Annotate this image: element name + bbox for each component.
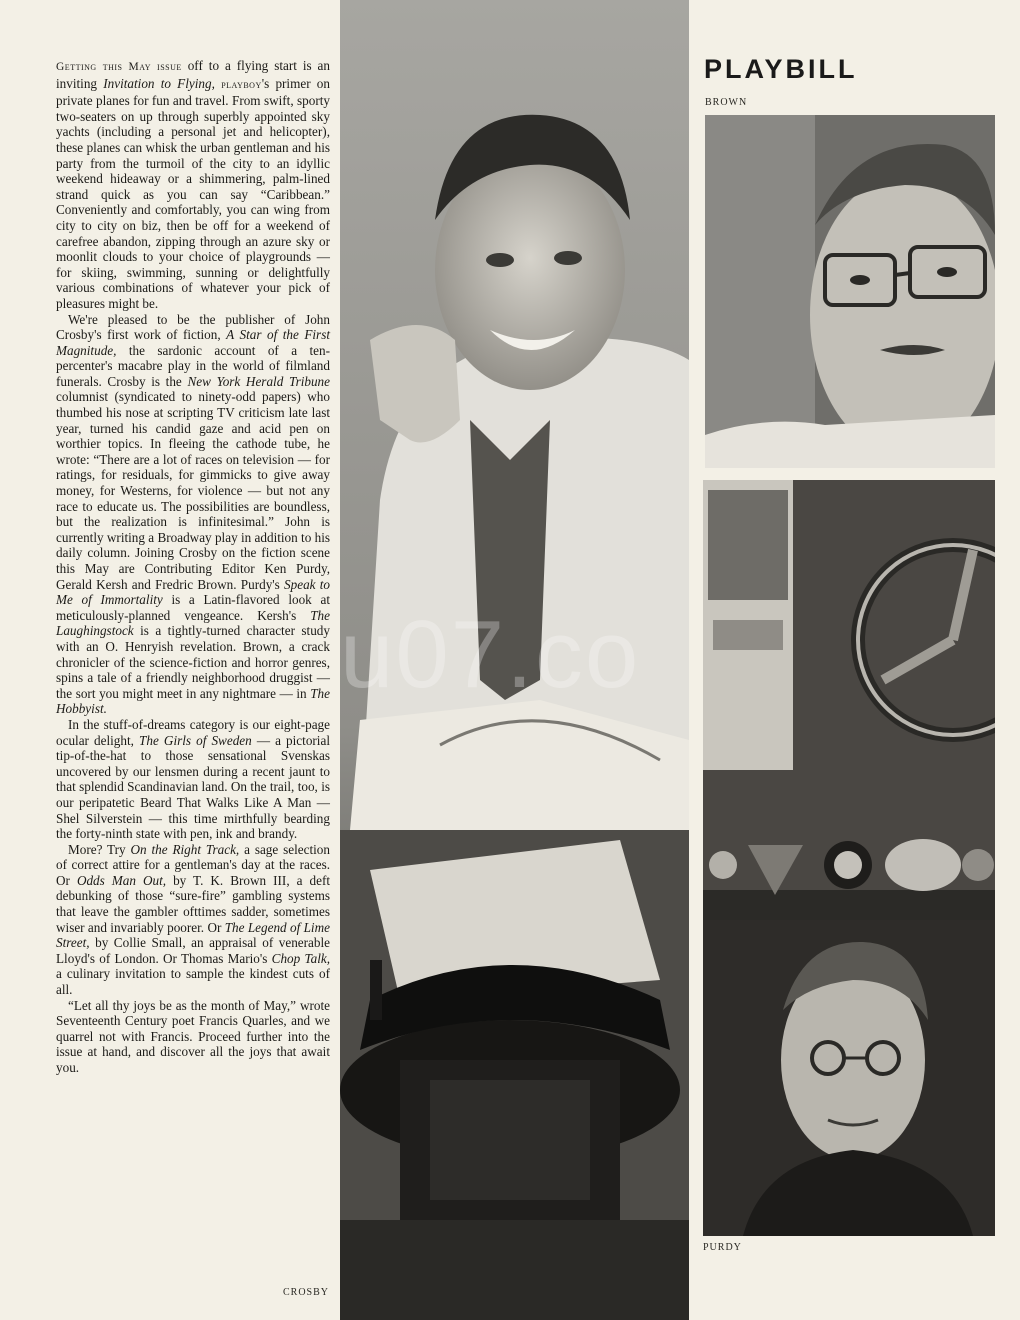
lead-in: Getting this May issue xyxy=(56,61,182,73)
article-text xyxy=(56,58,330,1076)
feature-title: The Legend of Lime Street, xyxy=(56,919,330,951)
paragraph-1 xyxy=(56,58,330,312)
text-run: We're pleased to be the publisher of John Crosby's first work of fiction, xyxy=(56,311,330,343)
text-run: More? Try xyxy=(68,841,131,857)
text-run: 's primer on private planes for fun and travel. From swift, sporty two-seaters on up through superbly appointed sky yachts (including a personal jet and helicopter), these planes can whisk the urban gentleman and his party from the turmoil of the city to an idyllic weekend hideaway or a shimmering, palm-lined strand quick as you can say “Caribbean.” Conveniently and comfortably, you can wing from city to city on biz, then be off for a weekend of carefree abandon, zipping through an azure sky or moonlit clouds to your choice of playgrounds — for skiing, swimming, sunning or delightfully various combinations of whatever your pick of pleasures might be. xyxy=(56,75,330,311)
text-run: the sardonic account of a ten-percenter's macabre play in the world of filmland funerals. Crosby is the xyxy=(56,342,330,389)
photo-purdy xyxy=(703,480,995,1236)
feature-title: Chop Talk, xyxy=(271,950,331,966)
text-run: “Let all thy joys be as the month of May,” wrote Seventeenth Century poet Francis Quarles, and we quarrel not with Francis. Proceed further into the issue at hand, and discover all the joys that await you. xyxy=(56,997,330,1075)
paragraph-4 xyxy=(56,842,330,998)
story-title: The Laughingstock xyxy=(56,607,330,639)
feature-title: Odds Man Out, xyxy=(76,872,167,888)
text-run: is a tightly-turned character study with an O. Henryish revelation. Brown, a crack chronicler of the science-fiction and horror genres, spins a tale of a friendly neighborhood druggist — the sort you might meet in any nightmare — in xyxy=(56,623,330,701)
photo-caption-brown: BROWN xyxy=(705,97,748,108)
photo-brown xyxy=(705,115,995,468)
text-run: — a pictorial tip-of-the-hat to those sensational Svenskas uncovered by our lensmen during a recent jaunt to that splendid Scandinavian land. On the trail, too, is our peripatetic Beard That Walks Like A Man — Shel Silverstein — this time mirthfully bearding the forty-ninth state with pen, ink and brandy. xyxy=(56,732,330,842)
text-run: columnist (syndicated to ninety-odd papers) who thumbed his nose at scripting TV criticism late last year, turned his candid gaze and acid pen on worthier topics. In fleeing the cathode tube, he wrote: “There are a lot of races on television — for ratings, for residuals, for gimmicks to give away money, for Westerns, for violence — but not any race to educate us. The possibilities are boundless, but the realization is infinitesimal.” John is currently writing a Broadway play in addition to his daily column. Joining Crosby on the fiction scene this May are Contributing Editor Ken Purdy, Gerald Kersh and Fredric Brown. Purdy's xyxy=(56,389,330,592)
paragraph-3 xyxy=(56,717,330,842)
text-run: In the stuff-of-dreams category is our eight-page ocular delight, xyxy=(56,716,330,748)
photo-caption-crosby: CROSBY xyxy=(283,1287,330,1298)
text-run: off to a flying start is an inviting xyxy=(56,58,331,91)
text-run: a sage selection of correct attire for a gentleman's day at the races. Or xyxy=(56,841,330,888)
story-title: Speak to Me of Immortality xyxy=(56,576,330,608)
page-title: PLAYBILL xyxy=(704,54,858,84)
feature-title: On the Right Track, xyxy=(130,841,240,857)
text-run: a culinary invitation to sample the kindest cuts of all. xyxy=(56,966,330,998)
newspaper-name: New York Herald Tribune xyxy=(187,373,330,389)
watermark-text: u07.co xyxy=(340,601,641,708)
photo-crosby xyxy=(340,0,689,1320)
text-run: is a Latin-flavored look at meticulously-planned vengeance. Kersh's xyxy=(56,592,330,623)
paragraph-2 xyxy=(56,312,330,717)
feature-title: Invitation to Flying, xyxy=(103,75,215,91)
feature-title: The Girls of Sweden xyxy=(139,732,252,748)
story-title: The Hobbyist. xyxy=(56,685,330,717)
magazine-name: playboy xyxy=(214,78,262,91)
photo-caption-purdy: PURDY xyxy=(703,1242,742,1253)
paragraph-5 xyxy=(56,998,330,1076)
text-run: by T. K. Brown III, a deft debunking of those “sure-fire” gambling systems that leave the gambler ofttimes sadder, sometimes wiser and invariably poorer. Or xyxy=(56,872,330,935)
story-title: A Star of the First Magnitude, xyxy=(56,327,330,358)
text-run: by Collie Small, an appraisal of venerable Lloyd's of London. Or Thomas Mario's xyxy=(56,935,330,966)
